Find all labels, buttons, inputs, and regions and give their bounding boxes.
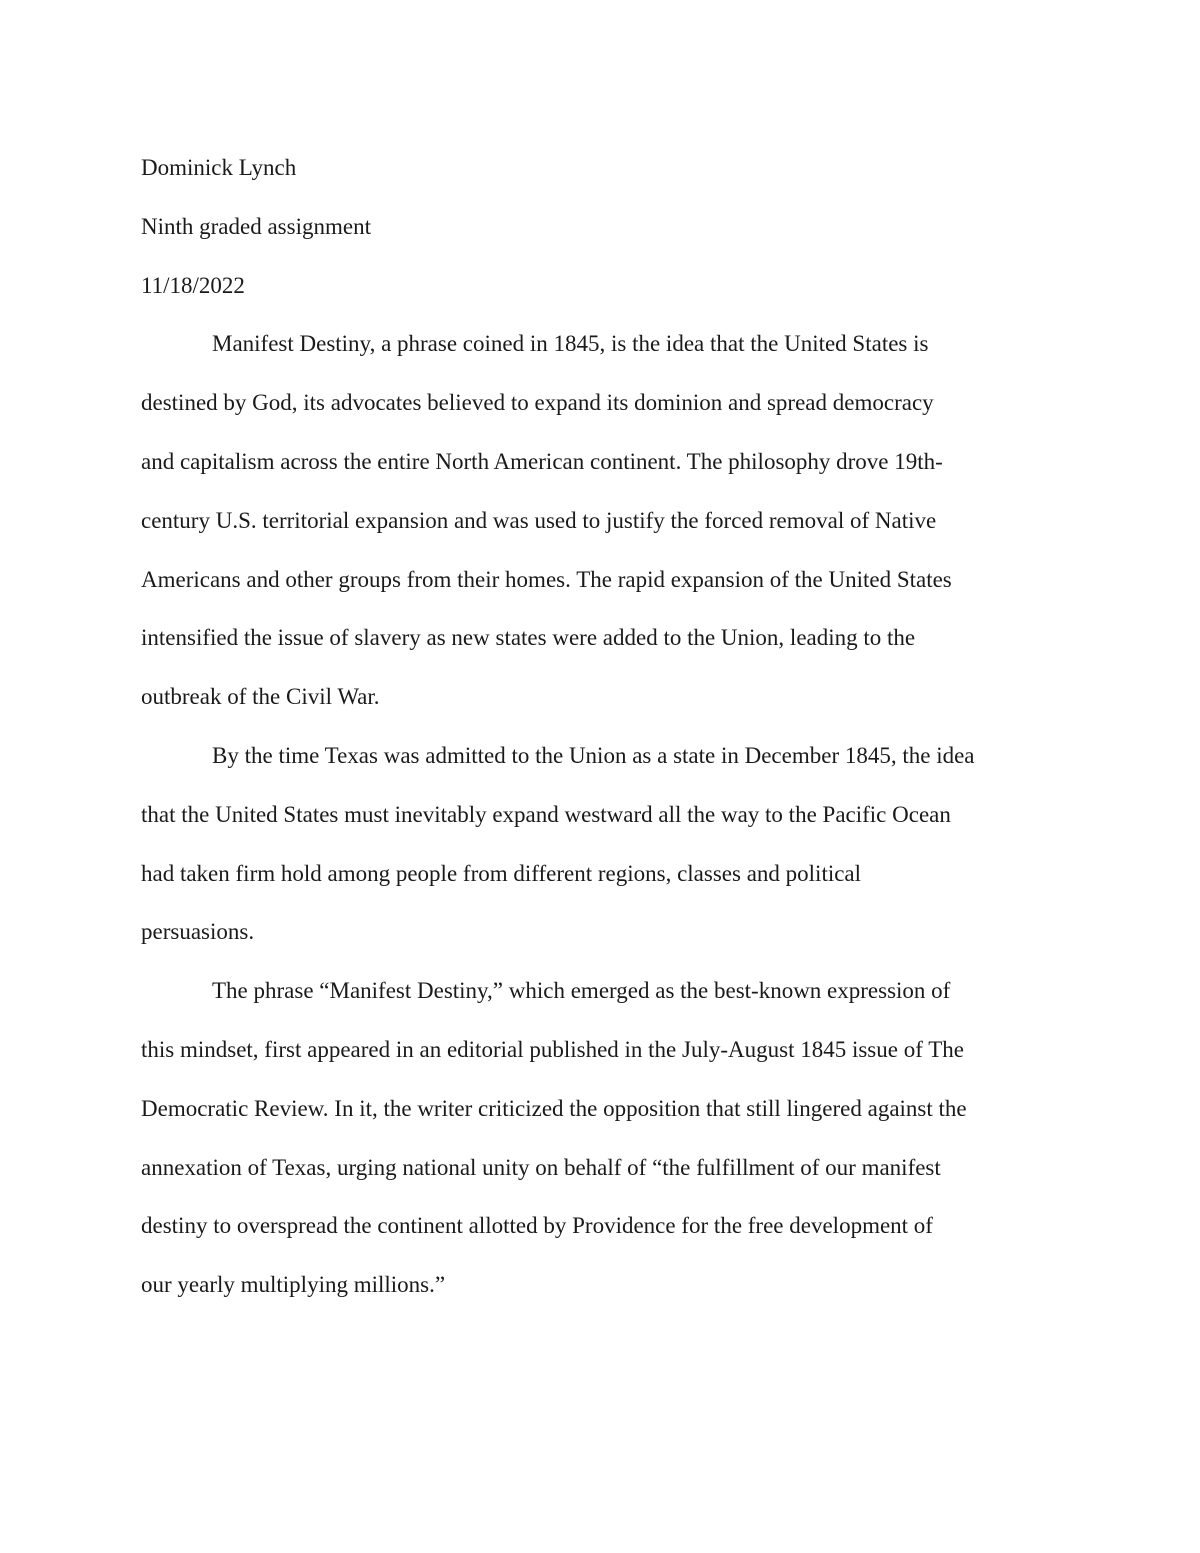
paragraph-line: The phrase “Manifest Destiny,” which emerged as the best-known expression of (212, 978, 951, 1004)
document-body (141, 139, 1061, 1315)
paragraph-line: and capitalism across the entire North American continent. The philosophy drove 19th- (141, 448, 943, 474)
author-name: Dominick Lynch (141, 155, 297, 180)
paragraph-line: this mindset, first appeared in an editorial published in the July-August 1845 issue of The (141, 1036, 964, 1062)
paragraph-line: By the time Texas was admitted to the Union as a state in December 1845, the idea (212, 742, 975, 768)
paragraph-line: Manifest Destiny, a phrase coined in 1845, is the idea that the United States is (212, 331, 929, 357)
document-date: 11/18/2022 (141, 272, 245, 298)
paragraph-line: had taken firm hold among people from different regions, classes and political (141, 860, 862, 886)
paragraph-line: outbreak of the Civil War. (141, 684, 380, 710)
paragraph-3 (141, 962, 1061, 1315)
paragraph-line: intensified the issue of slavery as new states were added to the Union, leading to the (141, 625, 916, 651)
paragraph-line: Democratic Review. In it, the writer criticized the opposition that still lingered against the (141, 1095, 967, 1121)
assignment-title: Ninth graded assignment (141, 213, 371, 239)
paragraph-line: annexation of Texas, urging national unity on behalf of “the fulfillment of our manifest (141, 1154, 941, 1180)
paragraph-line: persuasions. (141, 919, 255, 945)
paragraph-line: century U.S. territorial expansion and was used to justify the forced removal of Native (141, 507, 937, 533)
paragraph-line: Americans and other groups from their homes. The rapid expansion of the United States (141, 566, 952, 592)
paragraph-2 (141, 727, 1061, 962)
paragraph-line: destined by God, its advocates believed to expand its dominion and spread democracy (141, 390, 934, 416)
paragraph-line: destiny to overspread the continent allotted by Providence for the free development of (141, 1213, 933, 1239)
paragraph-line: that the United States must inevitably expand westward all the way to the Pacific Ocean (141, 801, 951, 827)
paragraph-1 (141, 315, 1061, 727)
paragraph-line: our yearly multiplying millions.” (141, 1272, 446, 1298)
